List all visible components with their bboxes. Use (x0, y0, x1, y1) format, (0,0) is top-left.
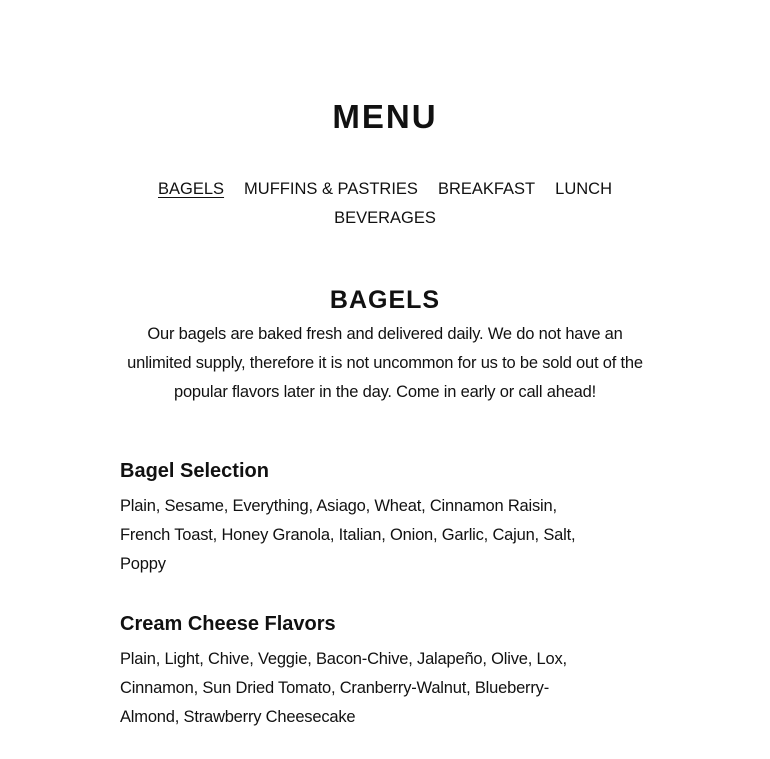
nav-link-beverages[interactable]: BEVERAGES (334, 209, 436, 227)
nav-link-breakfast[interactable]: BREAKFAST (437, 180, 536, 198)
nav-link-muffins-pastries[interactable]: MUFFINS & PASTRIES (244, 180, 418, 198)
section-title: BAGELS (329, 286, 441, 314)
nav-link-lunch[interactable]: LUNCH (555, 180, 612, 198)
menu-item-description: Plain, Sesame, Everything, Asiago, Wheat, Cinnamon Raisin, French Toast, Honey Granola, Italian, Onion, Garlic, Cajun, Salt, Poppy (120, 497, 576, 573)
menu-item-title: Cream Cheese Flavors (120, 613, 336, 635)
nav-link-bagels[interactable]: BAGELS (158, 180, 225, 198)
category-nav (0, 175, 770, 233)
category-nav-row (0, 204, 770, 233)
menu-item-description: Plain, Light, Chive, Veggie, Bacon-Chive, Jalapeño, Olive, Lox, Cinnamon, Sun Dried Tomato, Cranberry-Walnut, Blueberry-Almond, Strawberry Cheesecake (120, 650, 567, 726)
page-title: MENU (332, 98, 438, 135)
category-nav-row (0, 175, 770, 204)
section-intro: Our bagels are baked fresh and delivered daily. We do not have an unlimited supply, therefore it is not uncommon for us to be sold out of the popular flavors later in the day. Come in early or call ahead! (127, 325, 643, 401)
menu-item-title: Bagel Selection (120, 460, 269, 482)
